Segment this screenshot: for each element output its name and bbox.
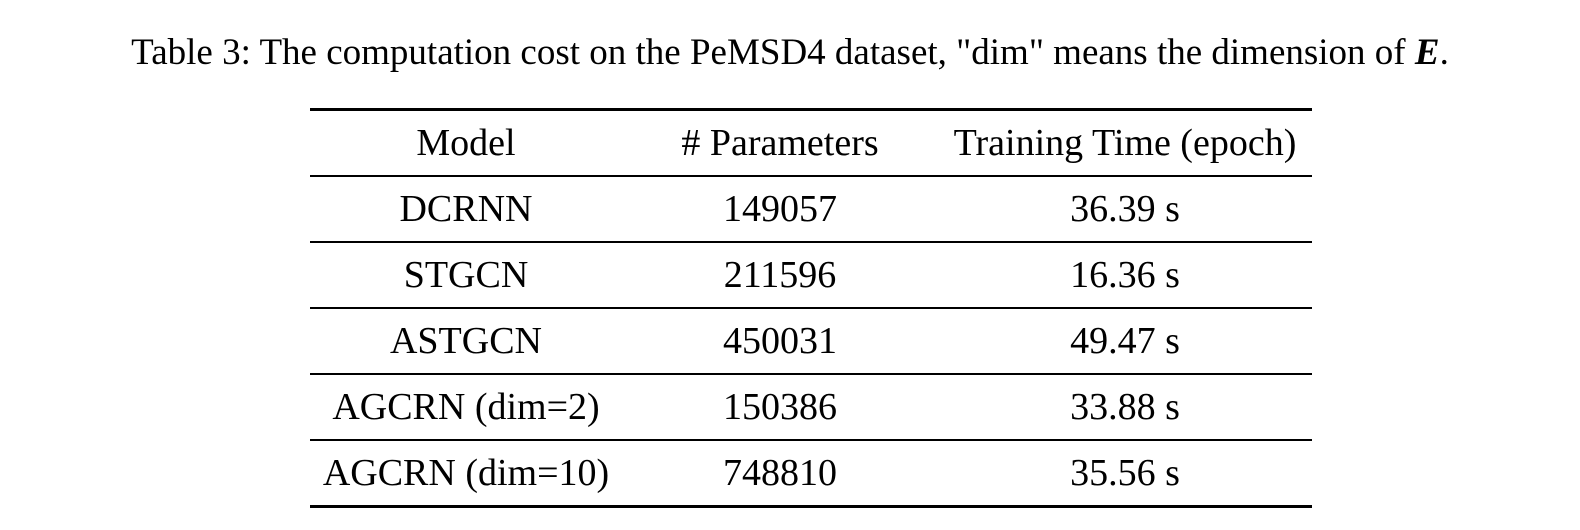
cell-training-time: 33.88 s xyxy=(1070,386,1180,428)
table-header-row xyxy=(310,110,1312,177)
table-row xyxy=(310,374,1312,440)
table-row xyxy=(310,176,1312,242)
cell-training-time: 36.39 s xyxy=(1070,188,1180,230)
caption-text: The computation cost on the PeMSD4 dataset, "dim" means the dimension of xyxy=(259,32,1406,73)
table-row xyxy=(310,440,1312,507)
caption-end: . xyxy=(1439,32,1449,73)
cell-model: AGCRN (dim=10) xyxy=(322,452,610,494)
cell-model: ASTGCN xyxy=(389,320,543,362)
cell-training-time: 35.56 s xyxy=(1070,452,1180,494)
cell-model: STGCN xyxy=(403,254,529,296)
cell-model: DCRNN xyxy=(399,188,533,230)
header-training-time: Training Time (epoch) xyxy=(953,122,1297,164)
cell-model: AGCRN (dim=2) xyxy=(332,386,600,428)
cell-training-time: 49.47 s xyxy=(1070,320,1180,362)
table-row xyxy=(310,308,1312,374)
cell-parameters: 149057 xyxy=(723,188,837,230)
cell-training-time: 16.36 s xyxy=(1070,254,1180,296)
caption-label: Table 3: xyxy=(131,32,251,73)
cell-parameters: 150386 xyxy=(723,386,837,428)
header-parameters: # Parameters xyxy=(681,122,879,164)
table-row xyxy=(310,242,1312,308)
cell-parameters: 211596 xyxy=(723,254,837,296)
cell-parameters: 450031 xyxy=(723,320,837,362)
computation-cost-table xyxy=(310,108,1312,508)
header-model: Model xyxy=(416,122,516,164)
caption-symbol: E xyxy=(1414,32,1440,73)
table-caption xyxy=(0,28,1580,78)
cell-parameters: 748810 xyxy=(723,452,837,494)
